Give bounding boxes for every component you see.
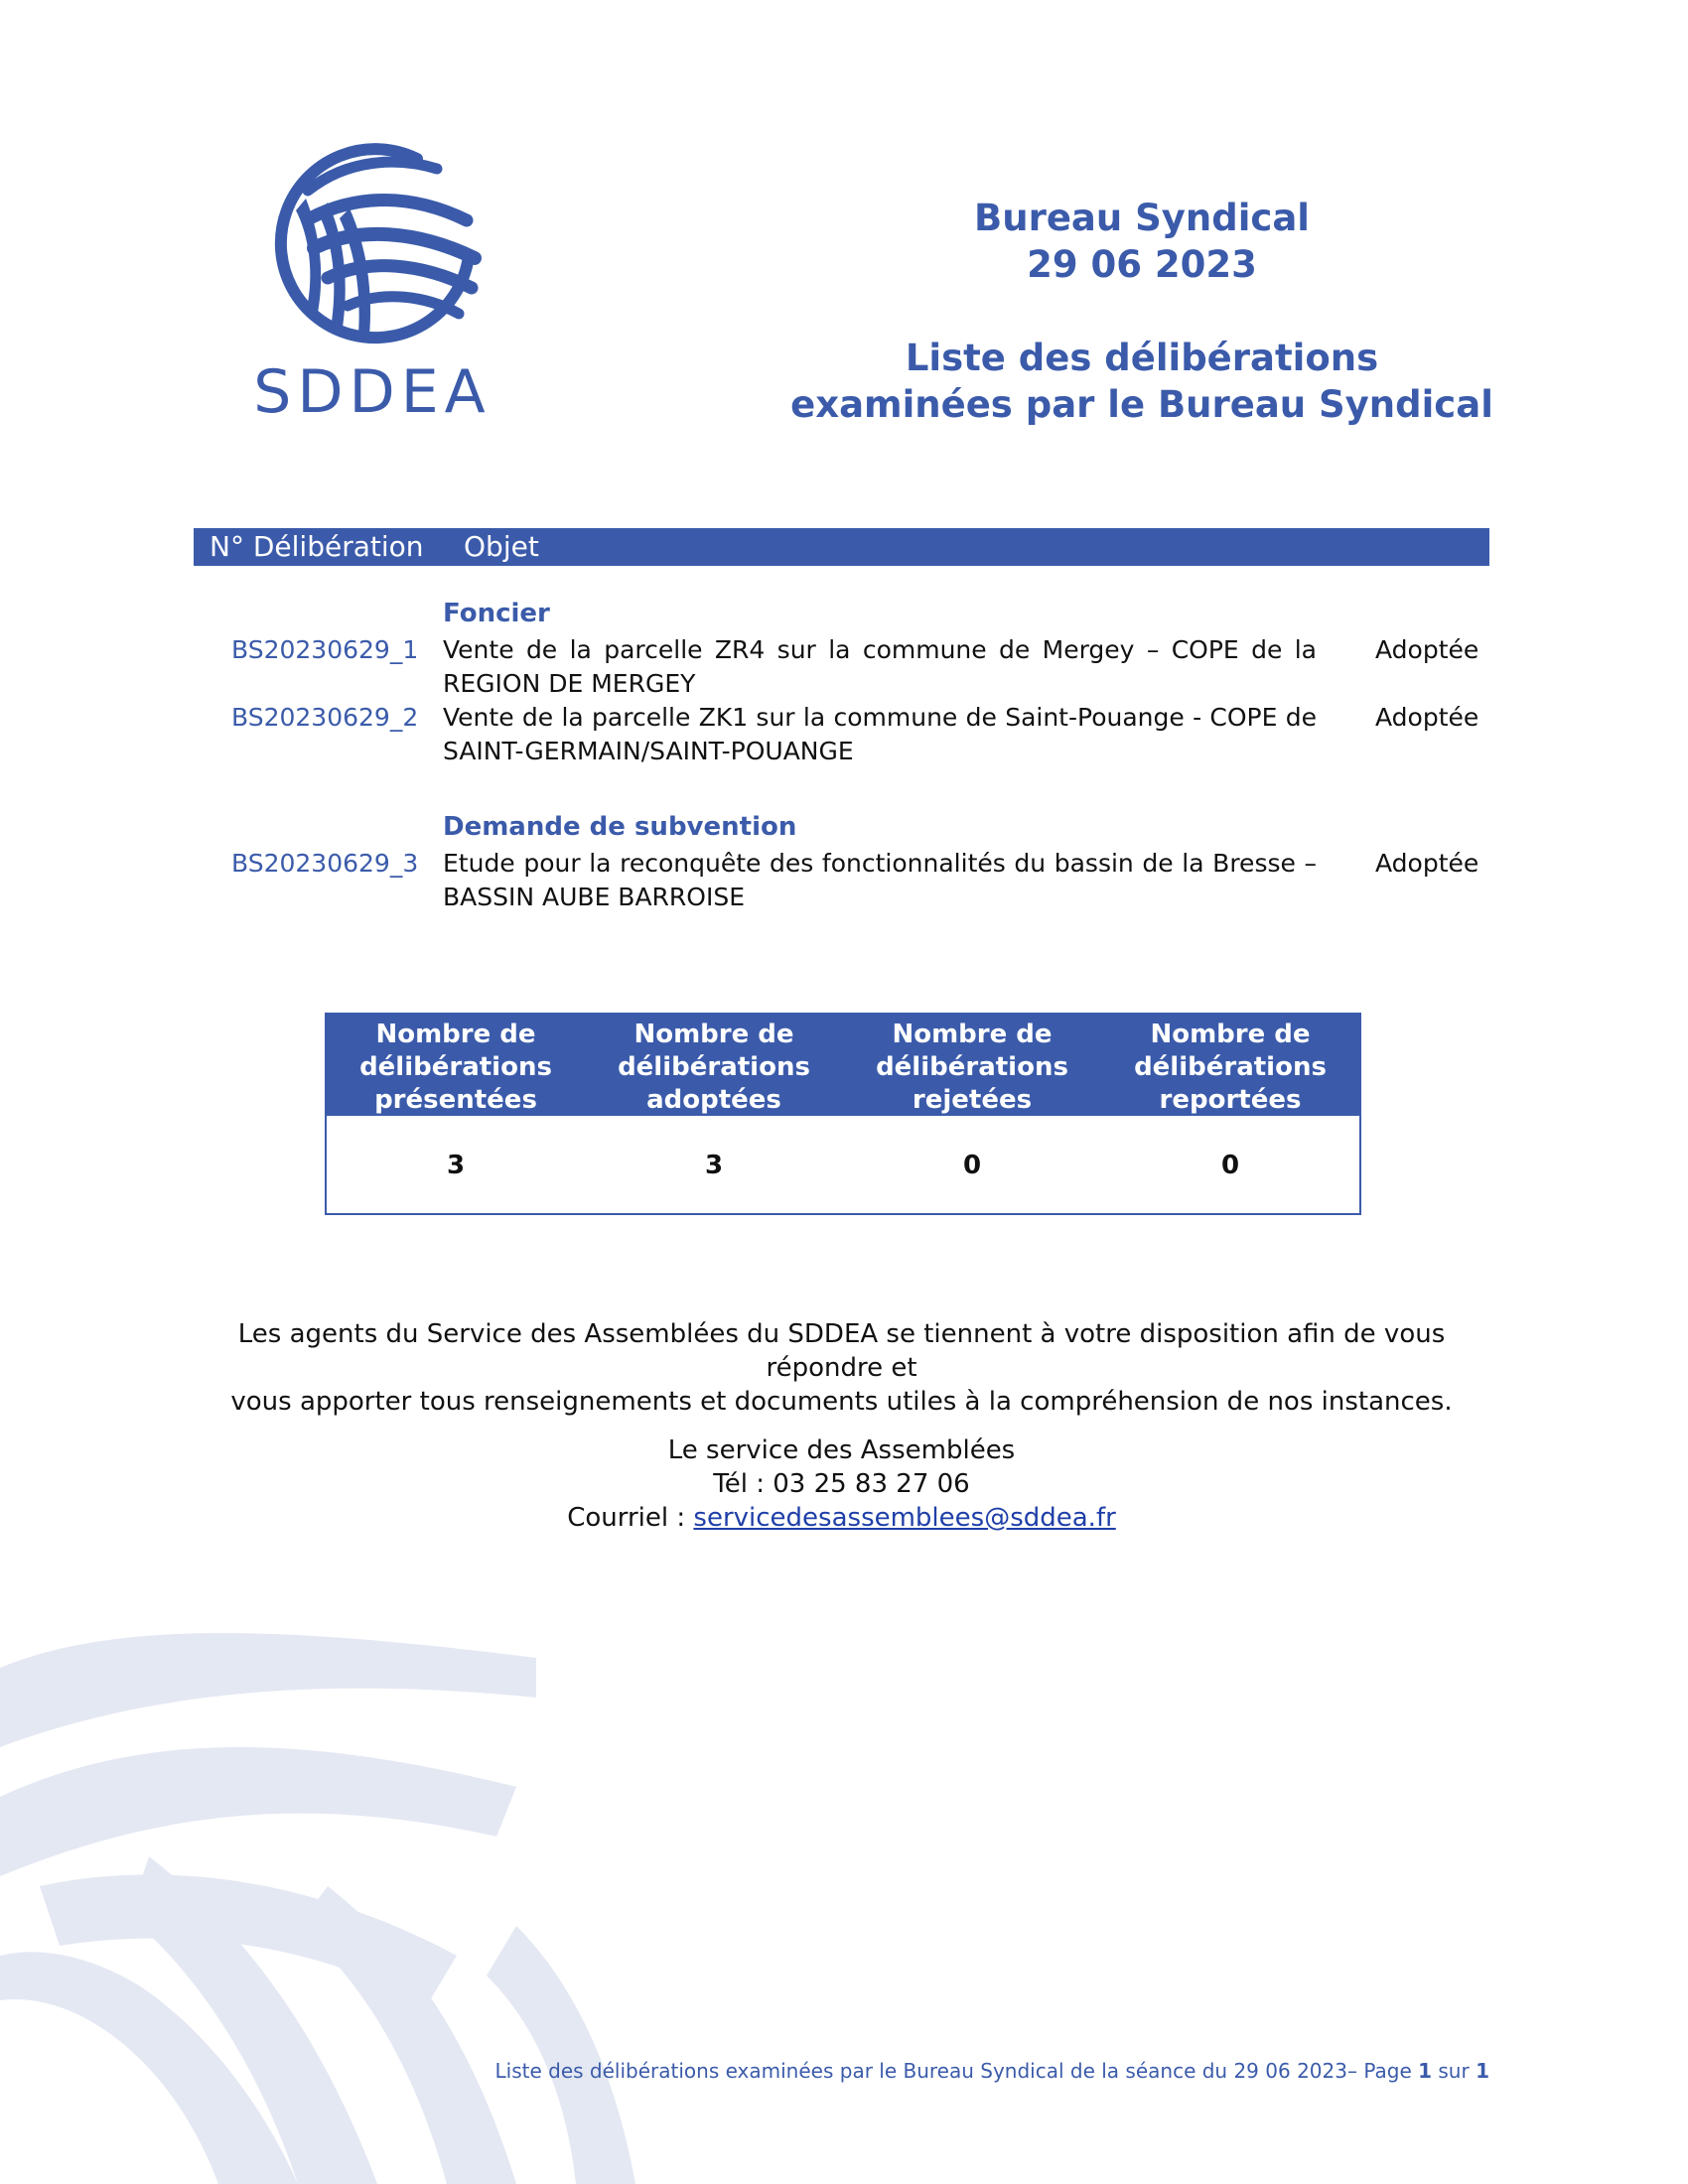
section-title: Foncier [443, 599, 550, 628]
document-title-line2: examinées par le Bureau Syndical [790, 383, 1493, 426]
deliberation-object [443, 633, 1317, 701]
column-header-object: Objet [464, 530, 539, 563]
footer-sur: sur [1432, 2059, 1477, 2083]
footer-page-number: 1 [1418, 2059, 1433, 2083]
info-line: vous apporter tous renseignements et documents utiles à la compréhension de nos instances. [230, 1387, 1453, 1417]
deliberation-object-line: Etude pour la reconquête des fonctionnalités du bassin de la Bresse – [443, 849, 1317, 878]
deliberation-object-line: SAINT-GERMAIN/SAINT-POUANGE [443, 737, 854, 765]
sddea-logo [248, 139, 496, 437]
statistics-header-row [327, 1015, 1359, 1116]
watermark-waves-graphic [0, 1628, 894, 2184]
page-footer [495, 2057, 1489, 2085]
contact-service: Le service des Assemblées [667, 1435, 1016, 1465]
deliberation-id: BS20230629_2 [231, 703, 419, 732]
stat-header-presented: Nombre de délibérations présentées [359, 1020, 552, 1115]
deliberation-status: Adoptée [1375, 635, 1479, 664]
logo-wordmark: SDDEA [253, 357, 492, 427]
stat-value-adopted: 3 [704, 1151, 724, 1180]
statistics-values-row [327, 1116, 1359, 1215]
deliberation-object-line: BASSIN AUBE BARROISE [443, 883, 746, 911]
deliberation-object-line: REGION DE MERGEY [443, 669, 696, 698]
contact-email-line [194, 1501, 1489, 1535]
document-title [755, 335, 1529, 428]
meeting-heading [755, 195, 1529, 288]
section-title: Demande de subvention [443, 812, 797, 842]
deliberation-object [443, 701, 1317, 768]
stat-header-postponed: Nombre de délibérations reportées [1134, 1020, 1327, 1115]
deliberation-object-line: Vente de la parcelle ZK1 sur la commune de Saint-Pouange - COPE de [443, 703, 1317, 732]
stat-header-rejected: Nombre de délibérations rejetées [876, 1020, 1068, 1115]
footer-text: Liste des délibérations examinées par le Bureau Syndical de la séance du 29 06 2023– Page [494, 2059, 1419, 2083]
info-line: Les agents du Service des Assemblées du SDDEA se tiennent à votre disposition afin de vous répondre et [237, 1319, 1446, 1383]
document-title-line1: Liste des délibérations [905, 337, 1379, 379]
deliberation-status: Adoptée [1375, 849, 1479, 878]
stat-header-adopted: Nombre de délibérations adoptées [618, 1020, 810, 1115]
info-paragraph [194, 1317, 1489, 1419]
contact-block [194, 1433, 1489, 1535]
deliberation-status: Adoptée [1375, 703, 1479, 732]
deliberations-table-header [194, 528, 1489, 566]
deliberation-object-line: Vente de la parcelle ZR4 sur la commune de Mergey – COPE de la [443, 635, 1317, 664]
deliberation-object [443, 847, 1317, 914]
meeting-date: 29 06 2023 [1027, 243, 1257, 286]
deliberation-id: BS20230629_1 [231, 635, 419, 664]
stat-value-postponed: 0 [1220, 1151, 1240, 1180]
contact-email-link[interactable]: servicedesassemblees@sddea.fr [693, 1503, 1116, 1533]
contact-email-label: Courriel : [567, 1503, 694, 1533]
stat-value-presented: 3 [446, 1151, 466, 1180]
column-header-number: N° Délibération [210, 530, 424, 563]
statistics-table [325, 1013, 1361, 1215]
footer-page-total: 1 [1476, 2059, 1489, 2083]
stat-value-rejected: 0 [962, 1151, 982, 1180]
contact-phone: Tél : 03 25 83 27 06 [713, 1469, 970, 1499]
deliberation-id: BS20230629_3 [231, 849, 419, 878]
meeting-title: Bureau Syndical [974, 197, 1310, 239]
sddea-logo-emblem-icon [248, 139, 496, 347]
